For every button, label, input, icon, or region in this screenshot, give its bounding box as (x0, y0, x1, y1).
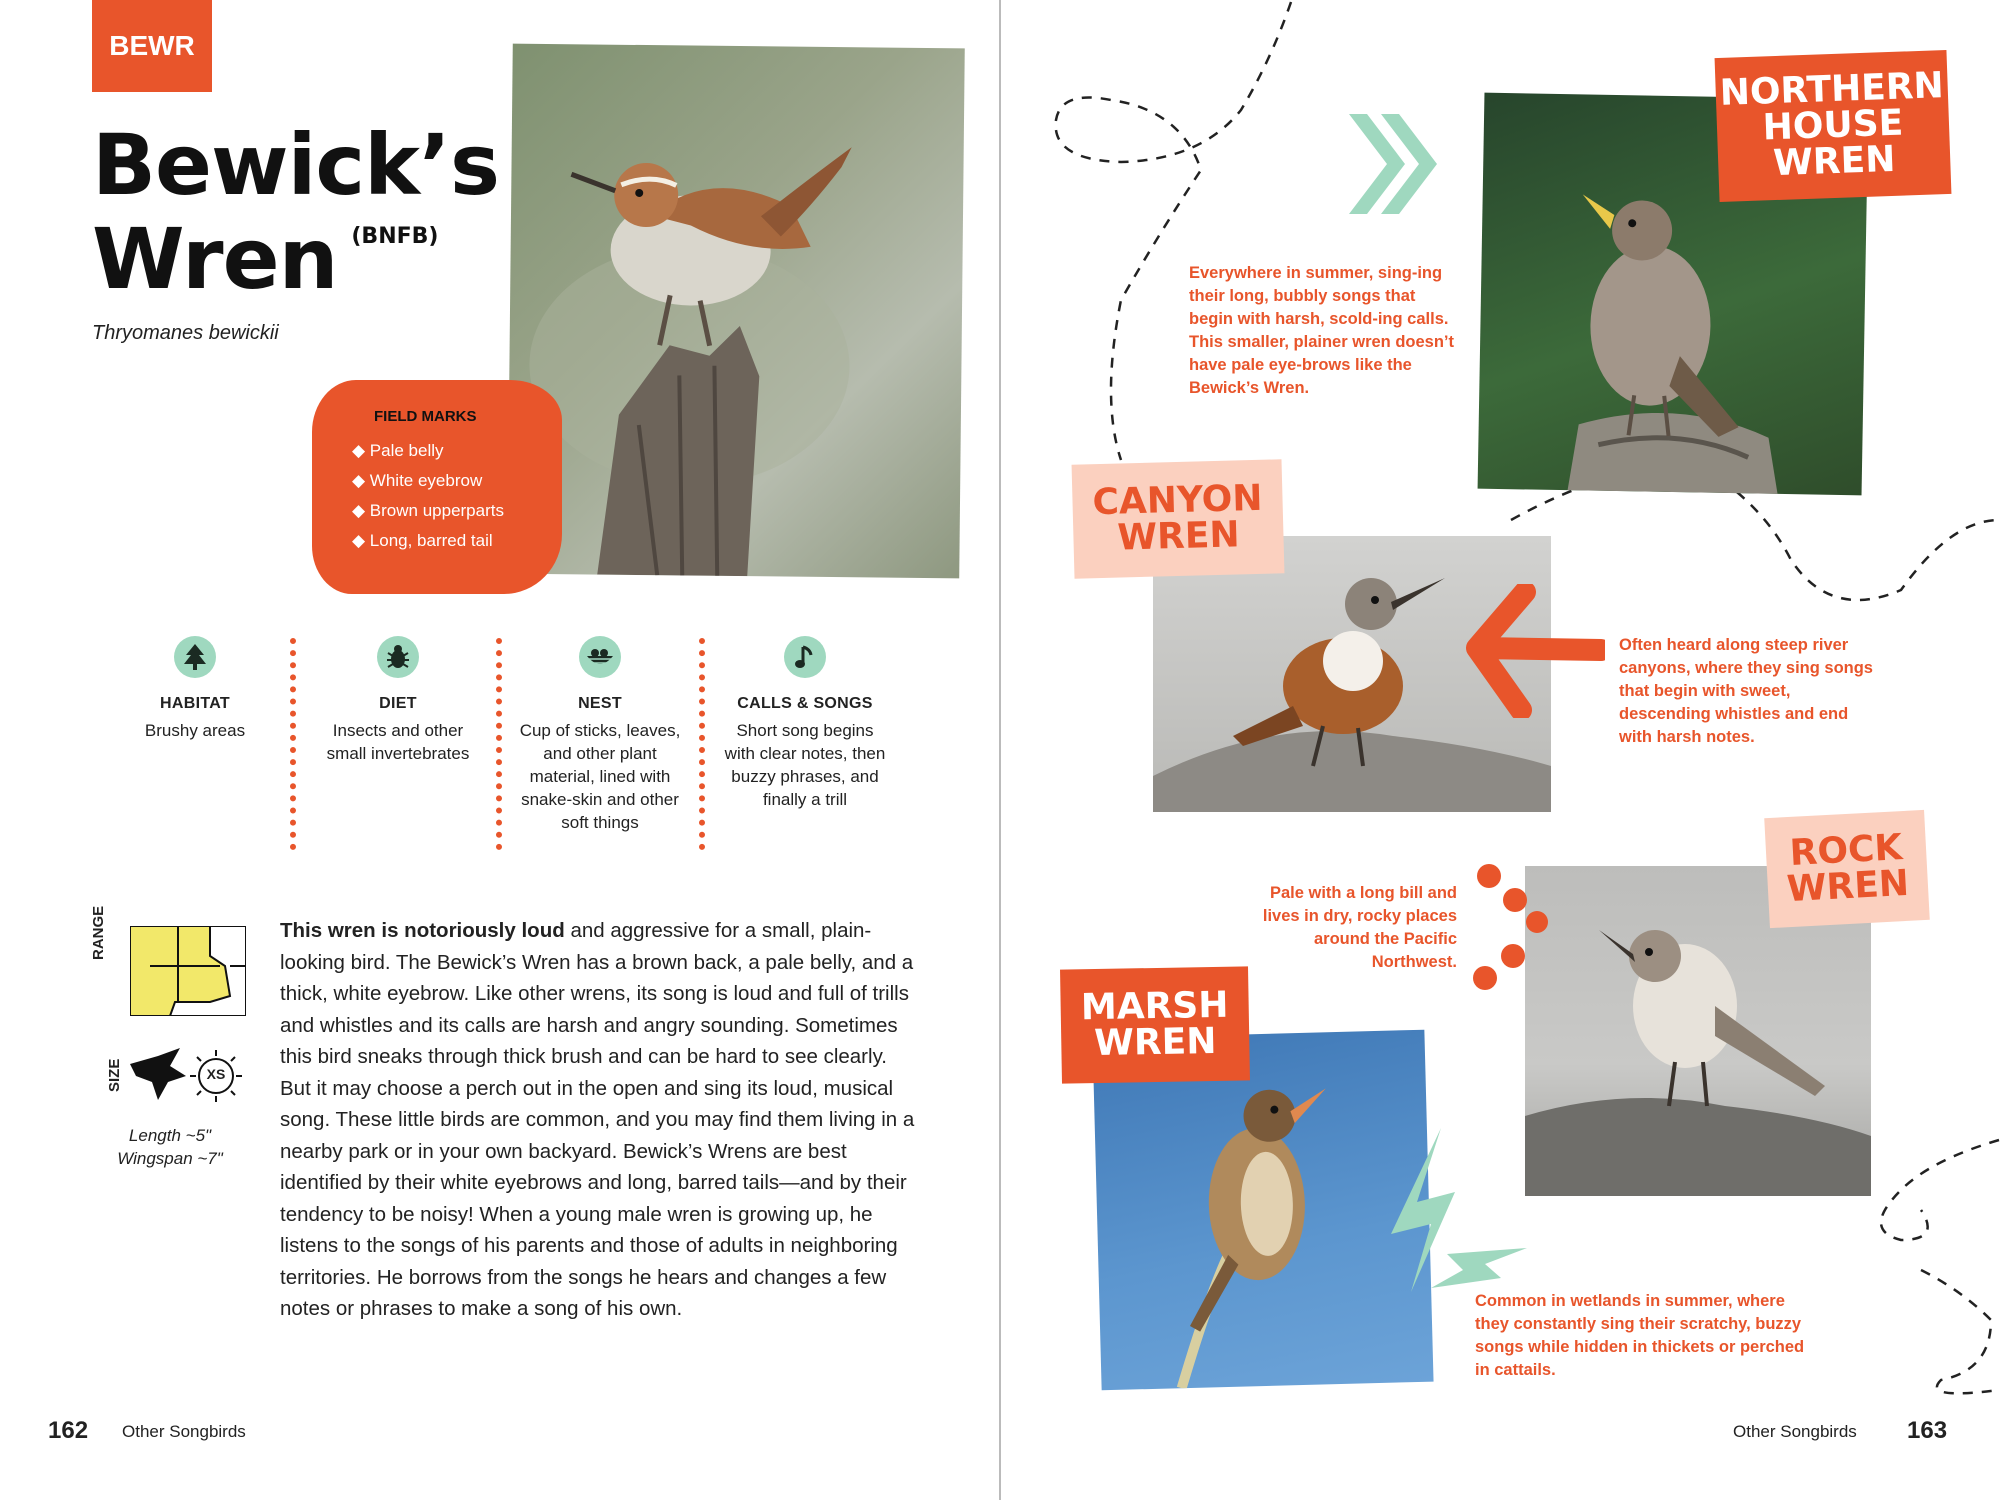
rock-wren-caption: Pale with a long bill and lives in dry, rocky places around the Pacific Northwest. (1262, 884, 1457, 971)
field-mark-item: ◆ White eyebrow (352, 471, 483, 490)
wingspan-text: Wingspan ~7" (117, 1149, 223, 1168)
nest-icon (579, 636, 621, 678)
info-text: Brushy areas (144, 721, 246, 740)
info-text: Insects and other small invertebrates (326, 721, 470, 763)
bewicks-wren-photo (507, 44, 965, 579)
info-column-nest (518, 636, 682, 834)
info-title: HABITAT (160, 695, 230, 712)
info-title: DIET (379, 695, 417, 712)
right-page (1001, 0, 2000, 1500)
diamond-bullet-icon: ◆ (352, 441, 370, 460)
house-wren-caption: Everywhere in summer, sing-ing their long, bubbly songs that begin with harsh, scold-ing calls. This smaller, plainer wren doesn’t have pale eye-brows like the Bewick’s Wren. (1189, 264, 1454, 397)
info-text: Short song begins with clear notes, then buzzy phrases, and finally a trill (724, 721, 886, 809)
size-badge-text: XS (206, 1066, 226, 1082)
field-mark-item: ◆ Pale belly (352, 441, 444, 460)
length-text: Length ~5" (128, 1126, 212, 1145)
body-paragraph (280, 915, 916, 1325)
rock-wren-label: ROCK WREN (1764, 810, 1930, 928)
info-divider (496, 638, 508, 850)
title-line-1: Bewick’s (92, 116, 499, 214)
marsh-wren-label: MARSH WREN (1060, 966, 1250, 1083)
scientific-name: Thryomanes bewickii (92, 322, 279, 344)
arrow-left-icon (1463, 584, 1605, 718)
size-label: SIZE (106, 1058, 123, 1092)
info-divider (699, 638, 711, 850)
info-title: NEST (578, 695, 622, 712)
diamond-bullet-icon: ◆ (352, 531, 370, 550)
canyon-wren-caption: Often heard along steep river canyons, where they sing songs that begin with sweet, descending whistles and end with harsh notes. (1619, 636, 1873, 746)
size-measurements (100, 1124, 240, 1170)
music-note-icon (784, 636, 826, 678)
field-marks-title: FIELD MARKS (374, 408, 477, 425)
lightning-bolt-icon (1351, 1124, 1531, 1294)
range-map (130, 926, 246, 1016)
info-title: CALLS & SONGS (737, 695, 873, 712)
body-lead: This wren is notoriously loud (280, 919, 565, 942)
section-name-right: Other Songbirds (1733, 1422, 1857, 1441)
info-text: Cup of sticks, leaves, and other plant material, lined with snake-skin and other soft things (519, 721, 681, 832)
species-code-tag (92, 0, 212, 92)
range-label: RANGE (90, 905, 107, 960)
left-page (0, 0, 998, 1500)
house-wren-label: NORTHERN HOUSE WREN (1715, 50, 1952, 202)
species-title (92, 118, 499, 306)
diamond-bullet-icon: ◆ (352, 471, 370, 490)
size-badge (188, 1048, 244, 1104)
tree-icon (174, 636, 216, 678)
species-code: BEWR (109, 30, 195, 61)
info-divider (290, 638, 302, 850)
orange-dots-decoration (1467, 860, 1549, 996)
diamond-bullet-icon: ◆ (352, 501, 370, 520)
title-line-2: Wren (BNFB) (92, 210, 439, 308)
page-number-left: 162 (48, 1417, 89, 1444)
field-marks-panel (312, 380, 562, 594)
info-column-habitat (120, 636, 270, 742)
bird-silhouette-icon (128, 1046, 190, 1107)
info-column-diet (316, 636, 480, 765)
marsh-wren-caption: Common in wetlands in summer, where they constantly sing their scratchy, buzzy songs while hidden in thickets or perched in cattails. (1475, 1292, 1805, 1379)
body-text: and aggressive for a small, plain-looking bird. The Bewick’s Wren has a brown back, a pale belly, and a thick, white eyebrow. Like other wrens, its song is loud and full of trills and whistles and its calls are harsh and angry sounding. Sometimes this bird sneaks through thick brush and can be hard to see clearly. But it may choose a perch out in the open and sing its loud, musical song. These little birds are common, and you may find them living in a nearby park or in your own backyard. Bewick’s Wrens are best identified by their white eyebrows and long, barred tails—and by their tendency to be noisy! When a young male wren is growing up, he listens to the songs of his parents and those of adults in neighboring territories. He borrows from the songs he hears and changes a few notes or phrases to make a song of his own. (280, 919, 915, 1320)
section-name-left: Other Songbirds (122, 1422, 246, 1441)
bug-icon (377, 636, 419, 678)
info-column-calls-songs (720, 636, 890, 811)
field-marks-list (352, 436, 504, 556)
field-mark-item: ◆ Long, barred tail (352, 531, 493, 550)
page-number-right: 163 (1907, 1417, 1948, 1444)
band-code: (BNFB) (351, 224, 439, 249)
field-mark-item: ◆ Brown upperparts (352, 501, 504, 520)
chevron-right-icon (1345, 108, 1441, 220)
canyon-wren-label: CANYON WREN (1072, 459, 1285, 578)
